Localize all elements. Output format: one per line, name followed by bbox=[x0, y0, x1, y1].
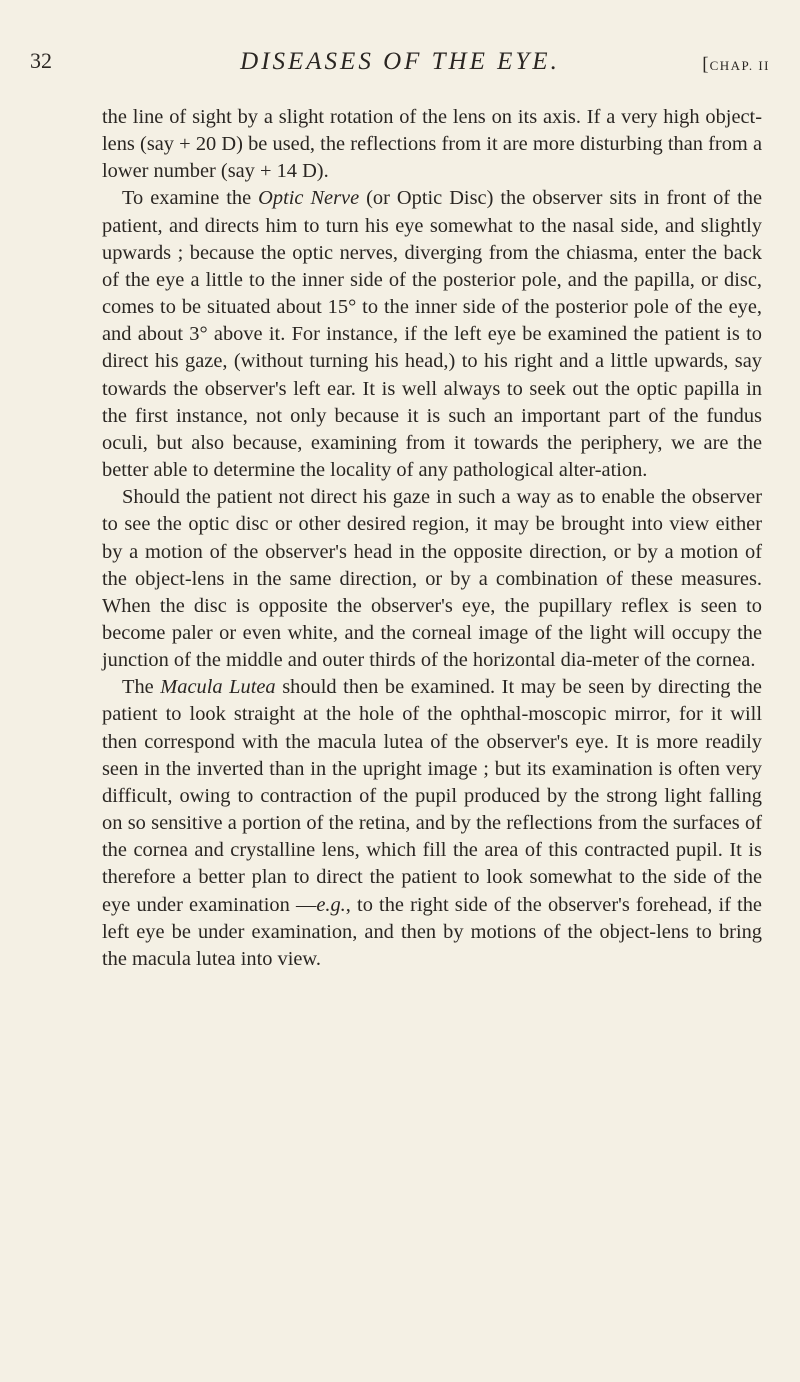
paragraph-text: The bbox=[122, 676, 161, 699]
italic-term: Macula Lutea bbox=[160, 676, 276, 699]
paragraph-text: Should the patient not direct his gaze in such a way as to enable the observer to see the optic disc or other desired region, it may be brought into view either by a motion of the observer's head in the opposite direction, or by a motion of the object-lens in the same direction, or by a combination of these measures. When the disc is opposite the observer's eye, the pupillary reflex is seen to become paler or even white, and the corneal image of the light will occupy the junction of the middle and outer thirds of the horizontal dia-meter of the cornea. bbox=[102, 486, 762, 672]
paragraph-text: (or Optic Disc) the observer sits in front of the patient, and directs him to turn his eye somewhat to the nasal side, and slightly upwards ; because the optic nerves, diverging from the chiasma, enter the back of the eye a little to the inner side of the posterior pole, and the papilla, or disc, comes to be situated about 15° to the inner side of the posterior pole of the eye, and about 3° above it. For instance, if the left eye be examined the patient is to direct his gaze, (without turning his head,) to his right and a little upwards, say towards the observer's left ear. It is well always to seek out the optic papilla in the first instance, not only because it is such an important part of the fundus oculi, but also because, examining from it towards the periphery, we are the better able to determine the locality of any pathological alter-ation. bbox=[102, 187, 762, 482]
paragraph-text: To examine the bbox=[122, 187, 259, 210]
paragraph-text: the line of sight by a slight rotation of the lens on its axis. If a very high object-lens (say + 20 D) be used, the reflections from it are more disturbing than from a lower number (say + 14 D). bbox=[102, 106, 762, 183]
running-title: DISEASES OF THE EYE. bbox=[240, 48, 560, 75]
chapter-mark bbox=[702, 54, 770, 76]
chapter-bracket: [ bbox=[702, 54, 710, 75]
paragraph-text: , to the right side of the observer's forehead, if the left eye be under examination, and then by motions of the object-lens to bring the macula lutea into view. bbox=[102, 893, 762, 970]
running-head bbox=[30, 48, 770, 82]
paragraph bbox=[102, 185, 762, 484]
paragraph-text: should then be examined. It may be seen by directing the patient to look straight at the hole of the ophthal-moscopic mirror, for it will then correspond with the macula lutea of the observer's eye. It is more readily seen in the inverted than in the upright image ; but its examination is often very difficult, owing to contraction of the pupil produced by the strong light falling on so sensitive a portion of the retina, and by the reflections from the surfaces of the cornea and crystalline lens, which fill the area of this contracted pupil. It is therefore a better plan to direct the patient to look somewhat to the side of the eye under examination — bbox=[102, 676, 762, 916]
page-number: 32 bbox=[30, 48, 52, 73]
chapter-label: CHAP. II bbox=[709, 58, 770, 73]
body-text bbox=[102, 104, 762, 973]
paragraph bbox=[102, 484, 762, 674]
italic-term: e.g. bbox=[316, 893, 346, 916]
paragraph bbox=[102, 674, 762, 973]
paragraph bbox=[102, 104, 762, 185]
italic-term: Optic Nerve bbox=[258, 187, 360, 210]
